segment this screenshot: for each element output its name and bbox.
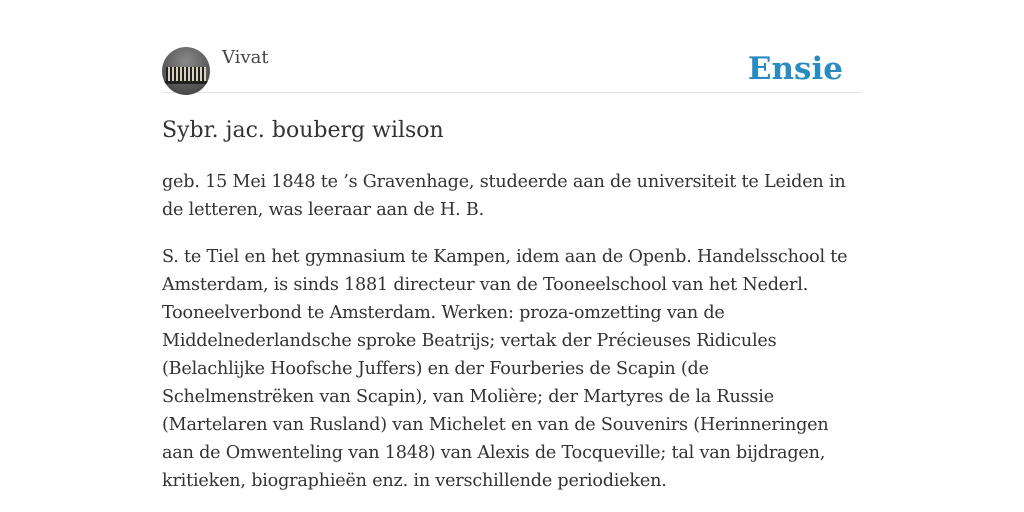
page-title: Sybr. jac. bouberg wilson <box>162 118 444 143</box>
page-container <box>162 0 862 491</box>
brand-logo[interactable]: Ensie <box>747 51 843 87</box>
article-paragraph-2: S. te Tiel en het gymnasium te Kampen, idem aan de Openb. Handelsschool te Amsterdam, is sinds 1881 directeur van de Tooneelschool van het Nederl. Tooneelverbond te Amsterdam. Werken: proza-omzetting van de Middelnederlandsche sproke Beatrijs; vertak der Précieuses Ridicules (Belachlijke Hoofsche Juffers) en der Fourberies de Scapin (de Schelmenstrëken van Scapin), van Molière; der Martyres de la Russie (Martelaren van Rusland) van Michelet en van de Souvenirs (Herinneringen aan de Omwenteling van 1848) van Alexis de Tocqueville; tal van bijdragen, kritieken, biographieën enz. in verschillende periodieken. <box>162 247 848 491</box>
header <box>162 0 862 93</box>
bookshelf-avatar-icon <box>166 67 206 81</box>
author-avatar[interactable] <box>162 47 210 95</box>
author-name[interactable]: Vivat <box>222 47 269 68</box>
article-paragraph-1: geb. 15 Mei 1848 te ’s Gravenhage, studeerde aan de universiteit te Leiden in de letteren, was leeraar aan de H. B. <box>162 172 846 220</box>
avatar-shelf <box>162 81 210 84</box>
